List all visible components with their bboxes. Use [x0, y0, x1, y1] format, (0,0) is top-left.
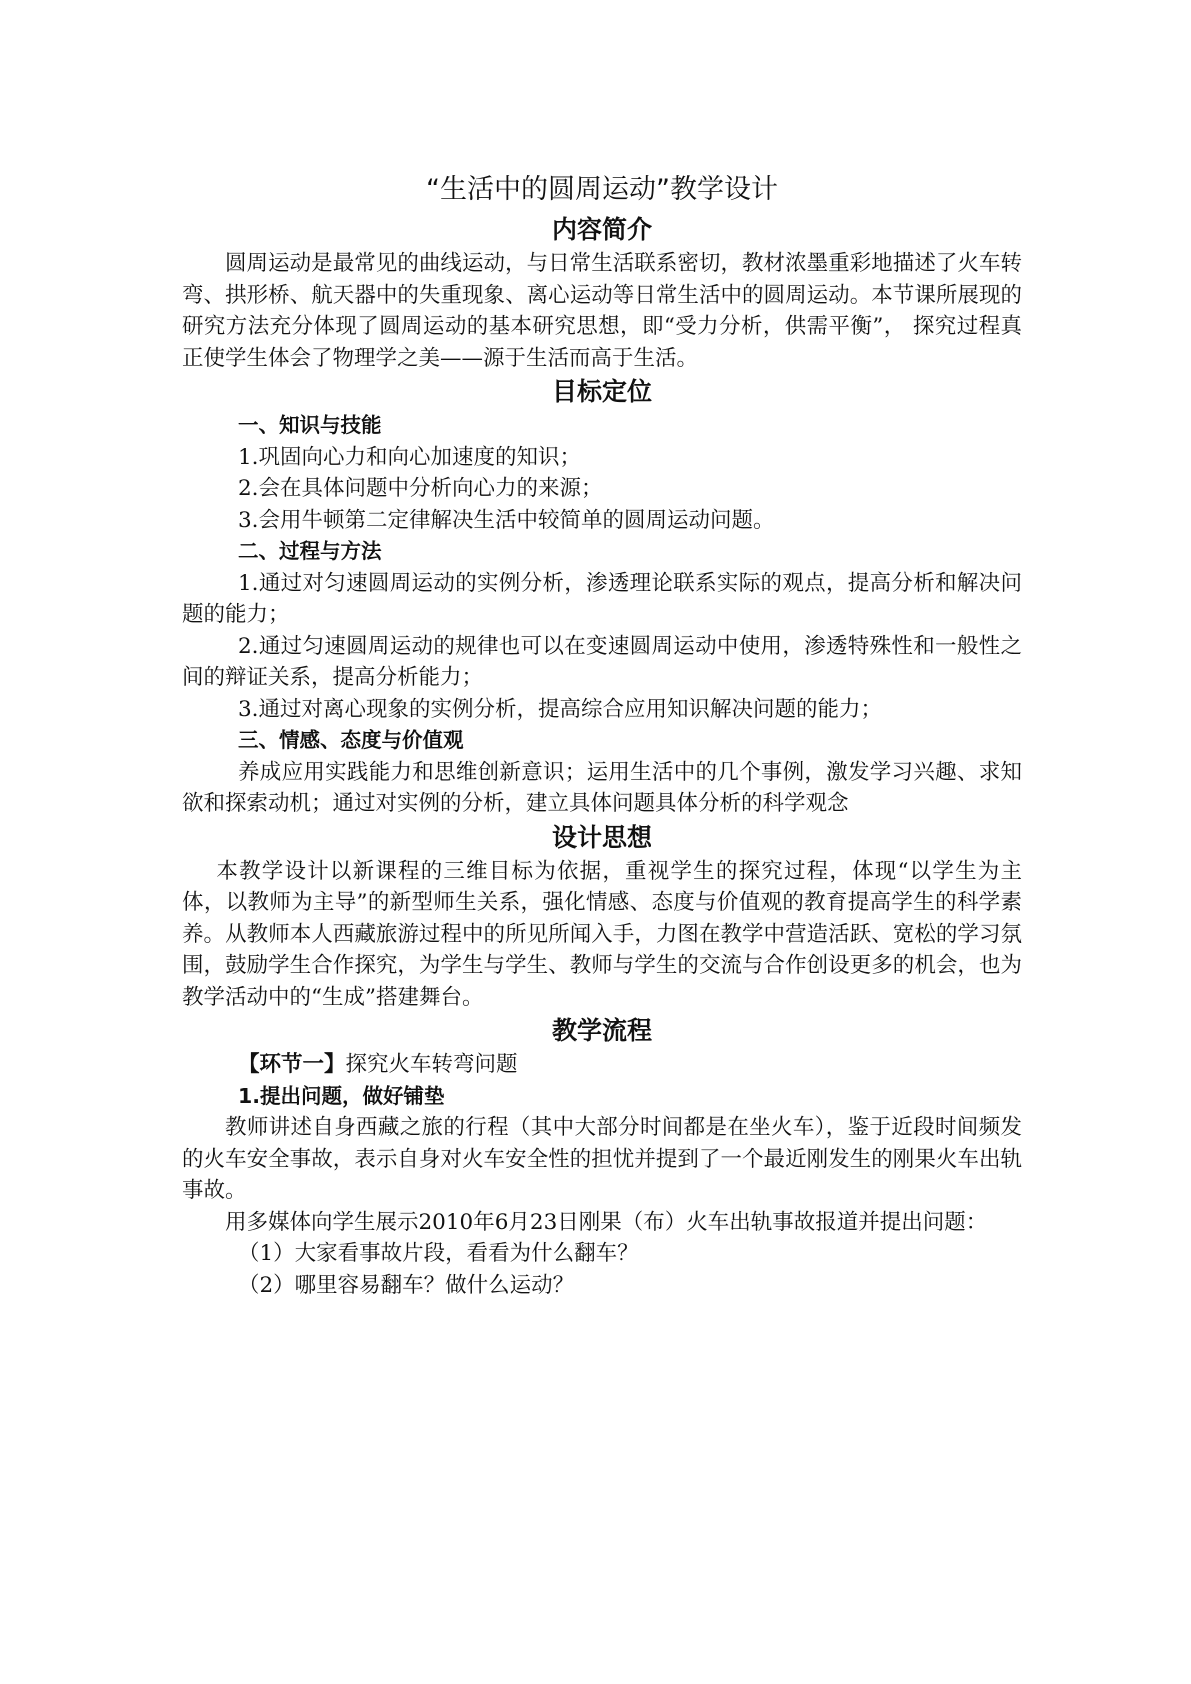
goal-item: 1.通过对匀速圆周运动的实例分析，渗透理论联系实际的观点，提高分析和解决问题的能力；	[182, 570, 1022, 627]
flow-paragraph: 教师讲述自身西藏之旅的行程（其中大部分时间都是在坐火车），鉴于近段时间频发的火车安全事故，表示自身对火车安全性的担忧并提到了一个最近刚发生的刚果火车出轨事故。	[182, 1115, 1022, 1203]
flow-step	[182, 1049, 1022, 1081]
design-paragraph: 本教学设计以新课程的三维目标为依据，重视学生的探究过程，体现“以学生为主体，以教师为主导”的新型师生关系，强化情感、态度与价值观的教育提高学生的科学素养。从教师本人西藏旅游过程中的所见所闻入手，力图在教学中营造活跃、宽松的学习氛围，鼓励学生合作探究，为学生与学生、教师与学生的交流与合作创设更多的机会，也为教学活动中的“生成”搭建舞台。	[182, 858, 1022, 1010]
document-title: “生活中的圆周运动”教学设计	[426, 174, 778, 205]
document-page	[182, 172, 1022, 1301]
goals-heading: 目标定位	[551, 377, 652, 406]
design-heading: 设计思想	[551, 822, 652, 852]
goal-section-title: 三、情感、态度与价值观	[238, 728, 464, 752]
step-label: 【环节一】	[238, 1052, 346, 1077]
goal-section-title: 二、过程与方法	[238, 539, 382, 563]
intro-heading: 内容简介	[551, 215, 652, 244]
flow-heading: 教学流程	[551, 1016, 652, 1045]
step-title: 探究火车转弯问题	[345, 1052, 518, 1077]
intro-paragraph: 圆周运动是最常见的曲线运动，与日常生活联系密切，教材浓墨重彩地描述了火车转弯、拱形桥、航天器中的失重现象、离心运动等日常生活中的圆周运动。本节课所展现的研究方法充分体现了圆周运动的基本研究思想，即“受力分析，供需平衡”， 探究过程真正使学生体会了物理学之美——源于生活而高于生活。	[182, 251, 1022, 371]
goal-item: 2.通过匀速圆周运动的规律也可以在变速圆周运动中使用，渗透特殊性和一般性之间的辩证关系，提高分析能力；	[182, 633, 1022, 690]
goal-item: 2.会在具体问题中分析向心力的来源；	[238, 476, 603, 501]
goal-section-title: 一、知识与技能	[238, 413, 382, 437]
flow-question: （1）大家看事故片段，看看为什么翻车？	[238, 1241, 639, 1266]
flow-question: （2）哪里容易翻车？做什么运动？	[238, 1272, 575, 1298]
goal-item: 1.巩固向心力和向心加速度的知识；	[238, 444, 582, 470]
goal-item: 养成应用实践能力和思维创新意识；运用生活中的几个事例，激发学习兴趣、求知欲和探索动机；通过对实例的分析，建立具体问题具体分析的科学观念	[182, 759, 1022, 816]
goal-item: 3.会用牛顿第二定律解决生活中较简单的圆周运动问题。	[238, 507, 775, 533]
goal-item: 3.通过对离心现象的实例分析，提高综合应用知识解决问题的能力；	[238, 696, 883, 722]
flow-subtitle: 1.提出问题，做好铺垫	[238, 1083, 445, 1108]
flow-paragraph: 用多媒体向学生展示2010年6月23日刚果（布）火车出轨事故报道并提出问题：	[225, 1209, 988, 1235]
